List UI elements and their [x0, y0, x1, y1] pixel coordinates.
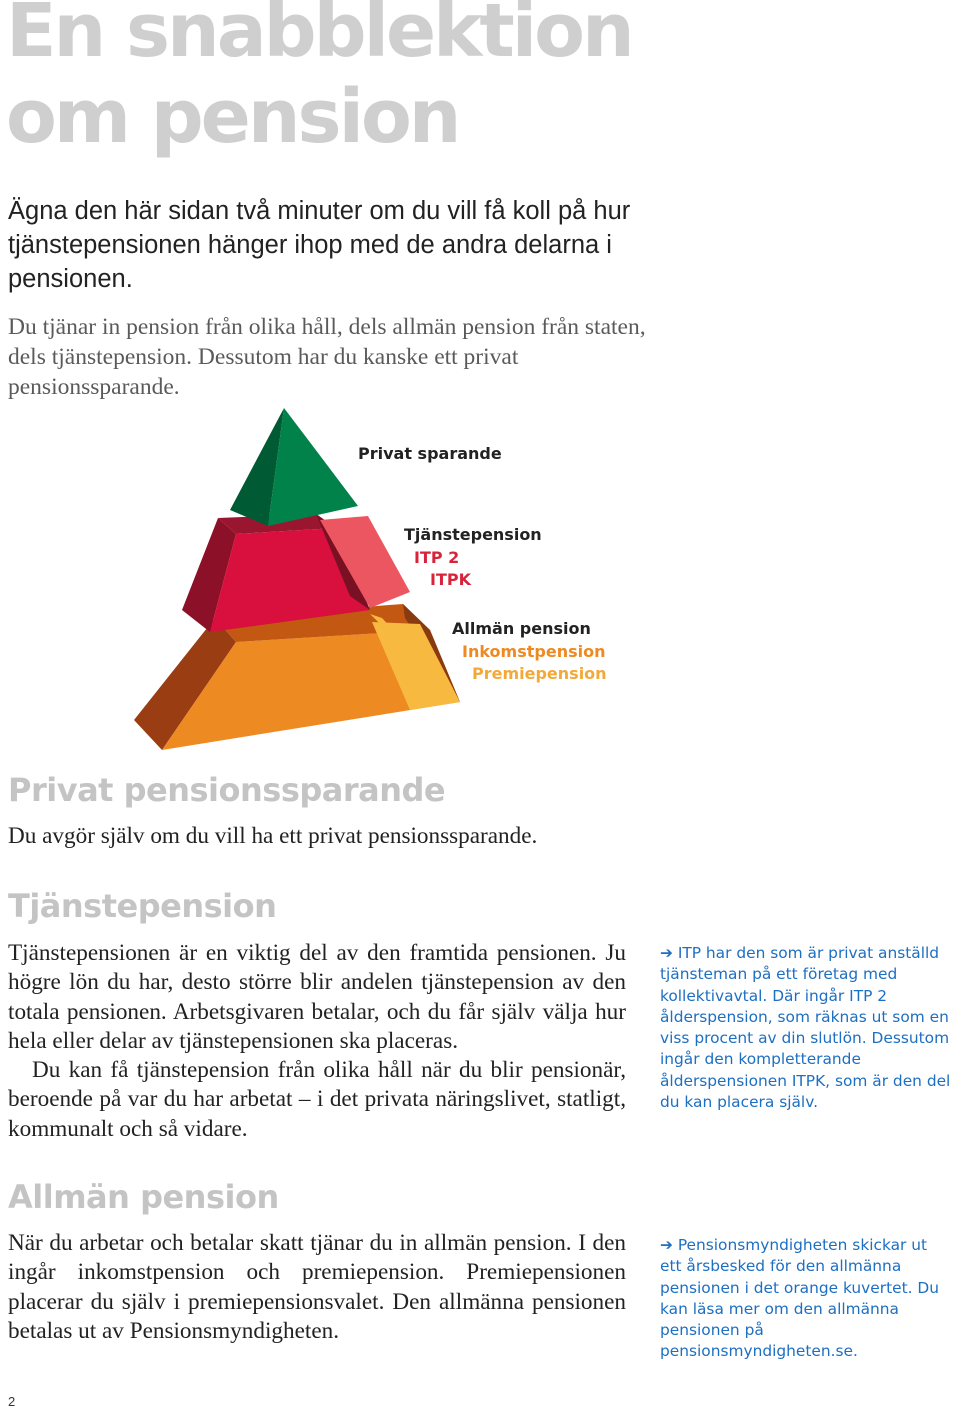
intro-text: Ägna den här sidan två minuter om du vill få koll på hur tjänstepensionen hänger ihop med de andra delarna i pensionen.: [8, 197, 631, 293]
pyramid-label-allman: Allmän pension: [452, 619, 591, 638]
pyramid-item-itpk: ITPK: [430, 570, 471, 589]
intro-text-secondary: Du tjänar in pension från olika håll, dels allmän pension från staten, dels tjänstepension. Dessutom har du kanske ett privat pensionssparande.: [8, 314, 646, 400]
page-number: 2: [8, 1394, 16, 1409]
allman-sidenote: [660, 1235, 952, 1363]
privat-text: [8, 822, 708, 851]
arrow-right-icon: ➔: [660, 1236, 673, 1254]
allman-text: [8, 1229, 626, 1346]
tjanste-paragraph-1: Tjänstepensionen är en viktig del av den framtida pensionen. Ju högre lön du har, desto större blir andelen tjänstepension av den totala pensionen. Arbetsgivaren betalar, och du får själv välja hur hela eller delar av tjänstepensionen ska placeras.: [8, 940, 626, 1054]
heading-privat: Privat pensionssparande: [8, 771, 446, 809]
arrow-right-icon: ➔: [660, 944, 673, 962]
pyramid-item-itp2: ITP 2: [414, 548, 460, 567]
page-title-line2: om pension: [6, 74, 459, 160]
page-title-line1: En snabblektion: [6, 0, 632, 74]
pyramid-label-tjanste: Tjänstepension: [404, 525, 542, 544]
pyramid-label-privat: Privat sparande: [358, 444, 502, 463]
privat-paragraph: Du avgör själv om du vill ha ett privat pensionssparande.: [8, 823, 538, 849]
pyramid-item-inkomst: Inkomstpension: [462, 642, 606, 661]
tjanste-text: [8, 939, 626, 1144]
page-title: [6, 0, 906, 160]
allman-sidenote-text: Pensionsmyndigheten skickar ut ett årsbesked för den allmänna pensionen i det orange kuvertet. Du kan läsa mer om den allmänna pensionen på pensionsmyndigheten.se.: [660, 1236, 939, 1361]
allman-paragraph: När du arbetar och betalar skatt tjänar du in allmän pension. I den ingår inkomstpension och premiepension. Premiepensionen placerar du själv i premiepensionsvalet. Den allmänna pensionen betalas ut av Pensionsmyndigheten.: [8, 1230, 626, 1344]
heading-tjanste: Tjänstepension: [8, 887, 277, 925]
tjanste-sidenote: [660, 943, 952, 1113]
tjanste-sidenote-text: ITP har den som är privat anställd tjänsteman på ett företag med kollektivavtal. Där ingår ITP 2 ålderspension, som räknas ut som en viss procent av din slutlön. Dessutom ingår den kompletterande ålderspensionen ITPK, som är den del du kan placera själv.: [660, 944, 951, 1112]
heading-allman: Allmän pension: [8, 1178, 279, 1216]
tjanste-paragraph-2: Du kan få tjänstepension från olika håll när du blir pensionär, beroende på var du har arbetat – i det privata näringslivet, statligt, kommunalt och så vidare.: [8, 1057, 626, 1142]
pyramid-item-premie: Premiepension: [472, 664, 607, 683]
